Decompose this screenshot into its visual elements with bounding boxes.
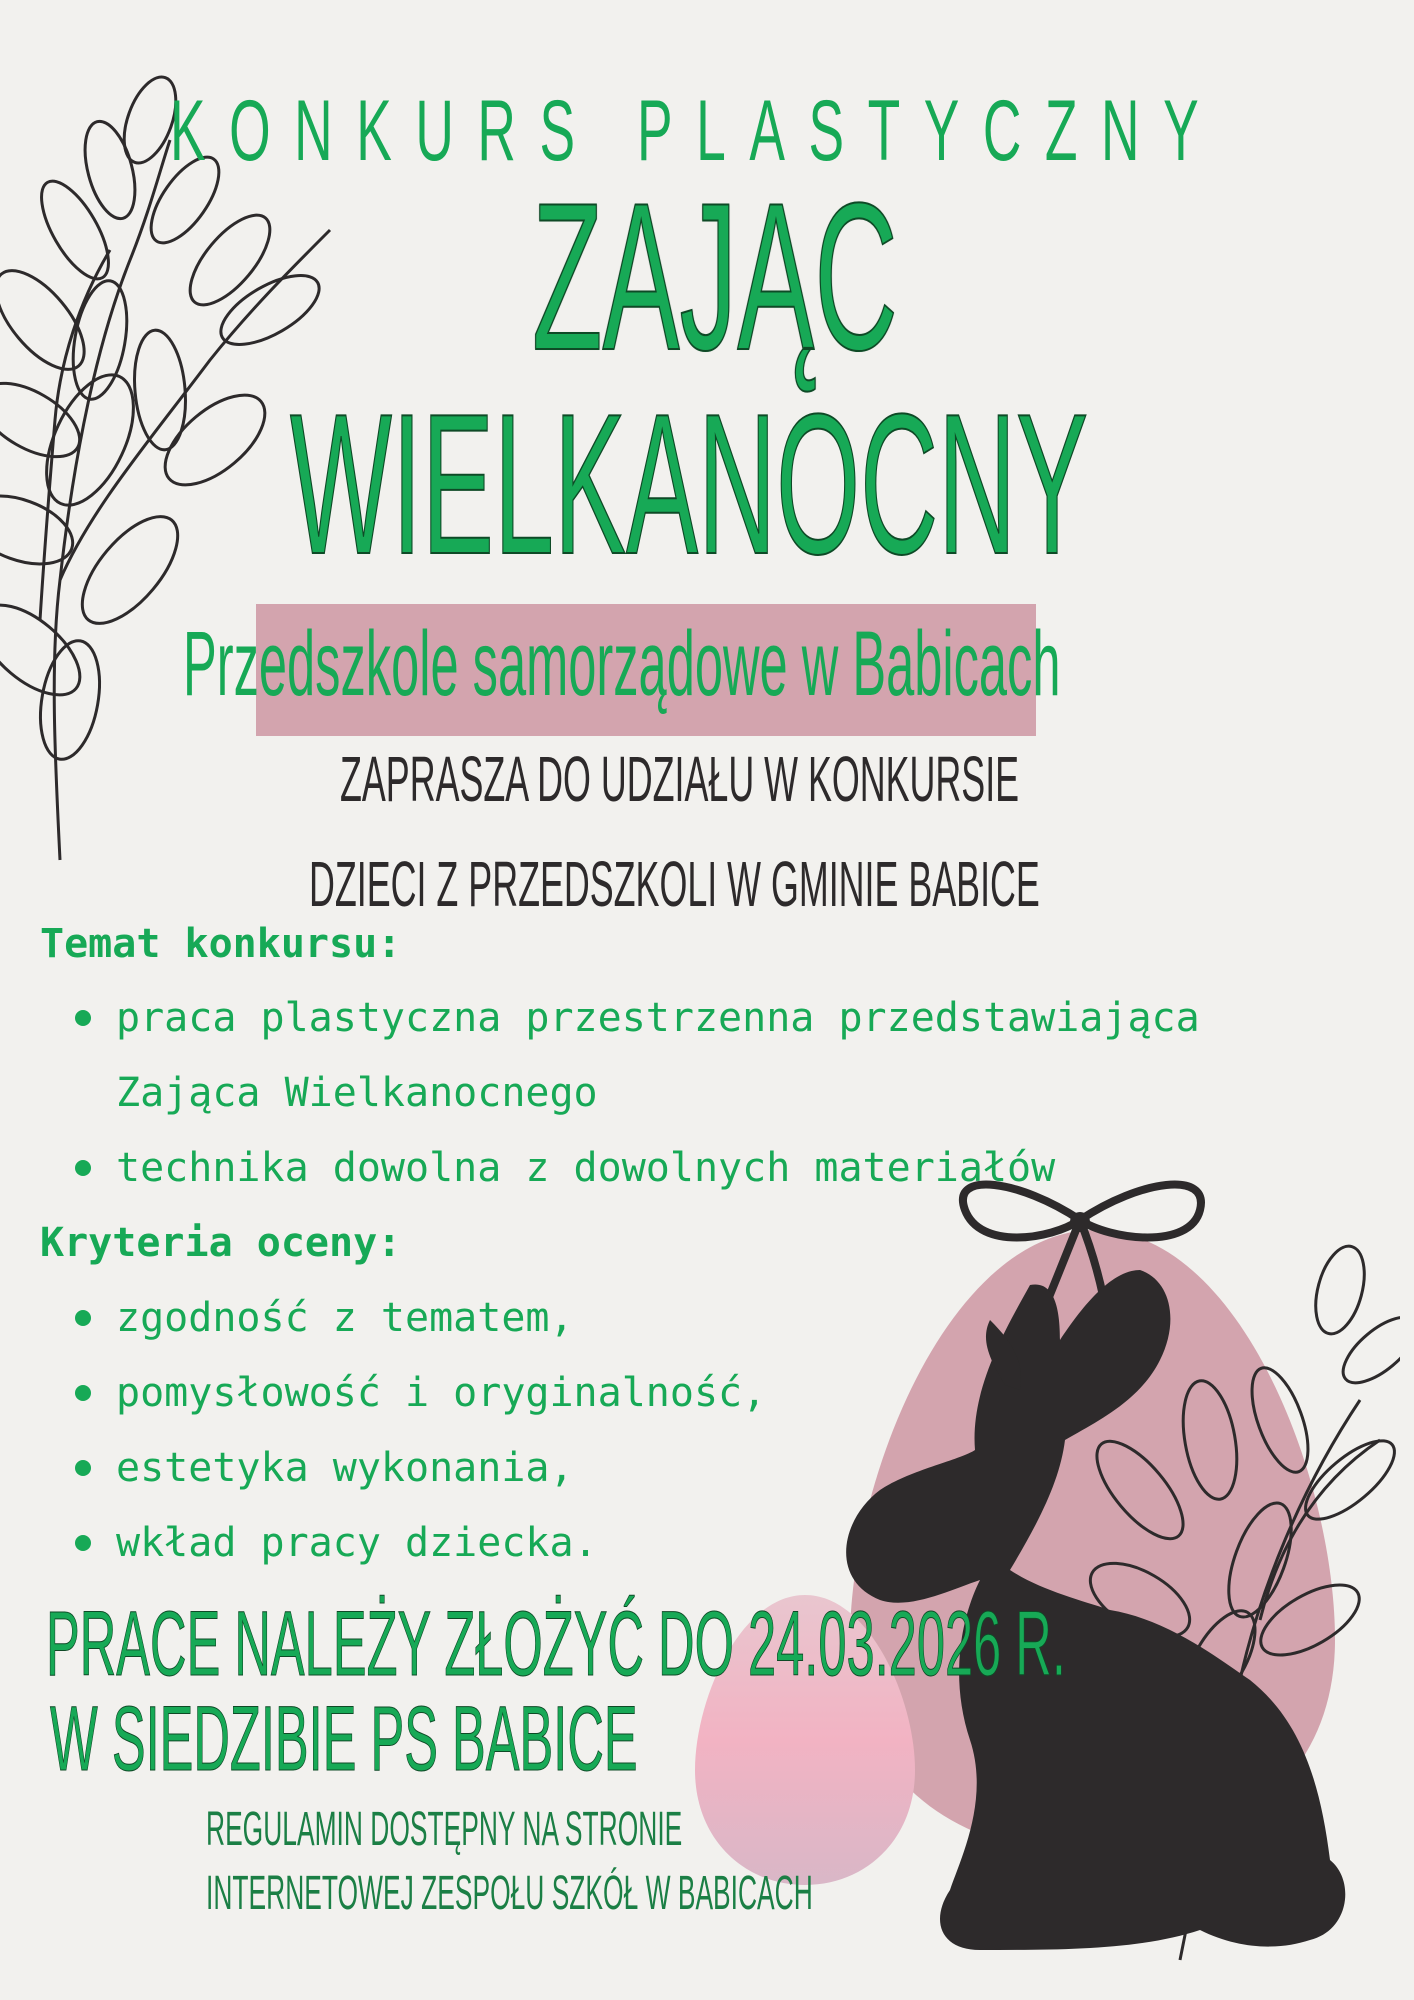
rules-note-line-1: REGULAMIN DOSTĘPNY NA STRONIE — [206, 1803, 683, 1856]
deadline-line-2: W SIEDZIBIE PS BABICE — [50, 1688, 638, 1790]
bullet — [75, 1010, 91, 1026]
title-line-2: WIELKANOCNY — [290, 373, 1089, 596]
organizer-name: Przedszkole samorządowe w Babicach — [183, 613, 1061, 715]
bunny-silhouette-icon — [840, 1160, 1400, 1980]
criteria-item-2: pomysłowość i oryginalność, — [116, 1370, 767, 1416]
criteria-item-1: zgodność z tematem, — [116, 1295, 574, 1341]
rules-note-line-2: INTERNETOWEJ ZESPOŁU SZKÓŁ W BABICACH — [206, 1867, 813, 1920]
invite-line-2: DZIECI Z PRZEDSZKOLI W GMINIE BABICE — [309, 848, 1040, 920]
bullet — [75, 1160, 91, 1176]
deadline-line-1: PRACE NALEŻY ZŁOŻYĆ DO 24.03.2026 R. — [46, 1593, 1066, 1695]
contest-kicker: KONKURS PLASTYCZNY — [170, 83, 1223, 179]
title-line-1: ZAJĄC — [532, 159, 898, 394]
theme-item-1: praca plastyczna przestrzenna przedstawiająca — [116, 995, 1200, 1041]
theme-heading: Temat konkursu: — [40, 921, 402, 967]
theme-item-1-continued: Zająca Wielkanocnego — [116, 1070, 598, 1116]
criteria-item-4: wkład pracy dziecka. — [116, 1520, 598, 1566]
bullet — [75, 1385, 91, 1401]
bullet — [75, 1460, 91, 1476]
theme-item-2: technika dowolna z dowolnych materiałów — [116, 1145, 1056, 1191]
invite-line-1: ZAPRASZA DO UDZIAŁU W KONKURSIE — [340, 743, 1020, 815]
bullet — [75, 1310, 91, 1326]
criteria-heading: Kryteria oceny: — [40, 1220, 402, 1266]
criteria-item-3: estetyka wykonania, — [116, 1445, 574, 1491]
bullet — [75, 1535, 91, 1551]
